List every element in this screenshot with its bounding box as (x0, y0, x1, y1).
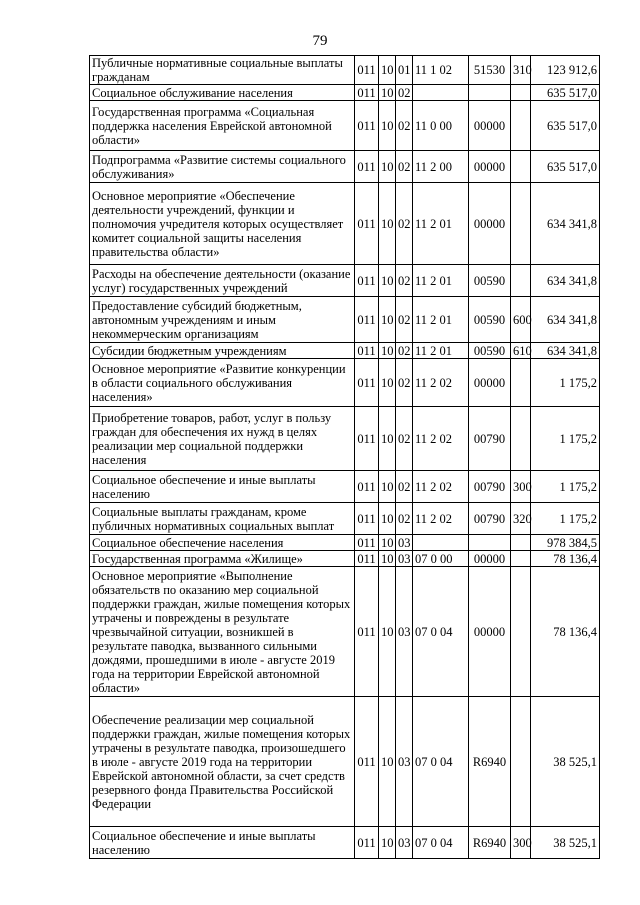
subsection-code: 02 (396, 359, 413, 407)
program-code: 07 0 04 (413, 567, 469, 697)
admin-code: 011 (355, 697, 379, 827)
amount: 634 341,8 (531, 343, 600, 359)
budget-line-name: Обеспечение реализации мер социальной поддержки граждан, жилые помещения которых утрачены в результате паводка, произошедшего в июле - августе 2019 года на территории Еврейской автономной области, за счет средств резервного фонда Правительства Российской Федерации (90, 697, 355, 827)
expense-type-code (511, 697, 531, 827)
subsection-code: 03 (396, 551, 413, 567)
section-code: 10 (379, 297, 396, 343)
program-code: 11 2 01 (413, 297, 469, 343)
admin-code: 011 (355, 183, 379, 265)
expense-type-code (511, 183, 531, 265)
table-row (90, 101, 600, 151)
budget-line-name: Публичные нормативные социальные выплаты гражданам (90, 56, 355, 85)
budget-line-name: Расходы на обеспечение деятельности (оказание услуг) государственных учреждений (90, 265, 355, 297)
admin-code: 011 (355, 535, 379, 551)
expense-type-code (511, 265, 531, 297)
admin-code: 011 (355, 297, 379, 343)
amount: 38 525,1 (531, 697, 600, 827)
subsection-code: 03 (396, 827, 413, 859)
section-code: 10 (379, 827, 396, 859)
amount: 635 517,0 (531, 85, 600, 101)
section-code: 10 (379, 535, 396, 551)
expense-type-code: 300 (511, 827, 531, 859)
direction-code: R6940 (469, 697, 511, 827)
budget-line-name: Социальное обслуживание населения (90, 85, 355, 101)
direction-code (469, 85, 511, 101)
expense-type-code (511, 535, 531, 551)
subsection-code: 02 (396, 101, 413, 151)
budget-line-name: Социальное обеспечение и иные выплаты населению (90, 827, 355, 859)
subsection-code: 03 (396, 567, 413, 697)
table-row (90, 567, 600, 697)
expense-type-code (511, 151, 531, 183)
program-code (413, 85, 469, 101)
table-row (90, 265, 600, 297)
expense-type-code (511, 359, 531, 407)
table-row (90, 359, 600, 407)
admin-code: 011 (355, 827, 379, 859)
budget-line-name: Основное мероприятие «Развитие конкуренции в области социального обслуживания населения» (90, 359, 355, 407)
budget-line-name: Основное мероприятие «Выполнение обязательств по оказанию мер социальной поддержки граждан, жилые помещения которых утрачены и повреждены в результате чрезвычайной ситуации, возникшей в результате паводка, вызванного сильными дождями, прошедшими в июле - августе 2019 года на территории Еврейской автономной области» (90, 567, 355, 697)
program-code: 07 0 04 (413, 827, 469, 859)
amount: 1 175,2 (531, 359, 600, 407)
direction-code: 00590 (469, 297, 511, 343)
amount: 1 175,2 (531, 407, 600, 471)
direction-code: 00000 (469, 359, 511, 407)
budget-line-name: Социальное обеспечение населения (90, 535, 355, 551)
table-row (90, 183, 600, 265)
section-code: 10 (379, 567, 396, 697)
direction-code: 00000 (469, 567, 511, 697)
table-row (90, 471, 600, 503)
section-code: 10 (379, 101, 396, 151)
amount: 635 517,0 (531, 101, 600, 151)
table-row (90, 697, 600, 827)
direction-code: 00000 (469, 151, 511, 183)
section-code: 10 (379, 151, 396, 183)
section-code: 10 (379, 183, 396, 265)
table-row (90, 343, 600, 359)
expense-type-code: 310 (511, 56, 531, 85)
expense-type-code (511, 101, 531, 151)
admin-code: 011 (355, 551, 379, 567)
admin-code: 011 (355, 56, 379, 85)
admin-code: 011 (355, 101, 379, 151)
direction-code: 00790 (469, 503, 511, 535)
direction-code: 00000 (469, 183, 511, 265)
subsection-code: 02 (396, 407, 413, 471)
program-code: 07 0 04 (413, 697, 469, 827)
program-code: 11 2 00 (413, 151, 469, 183)
budget-line-name: Подпрограмма «Развитие системы социального обслуживания» (90, 151, 355, 183)
section-code: 10 (379, 503, 396, 535)
section-code: 10 (379, 85, 396, 101)
admin-code: 011 (355, 265, 379, 297)
section-code: 10 (379, 551, 396, 567)
admin-code: 011 (355, 407, 379, 471)
expense-type-code: 600 (511, 297, 531, 343)
program-code: 11 2 02 (413, 407, 469, 471)
admin-code: 011 (355, 471, 379, 503)
expense-type-code: 300 (511, 471, 531, 503)
budget-line-name: Государственная программа «Жилище» (90, 551, 355, 567)
amount: 978 384,5 (531, 535, 600, 551)
program-code: 11 0 00 (413, 101, 469, 151)
subsection-code: 02 (396, 297, 413, 343)
expense-type-code (511, 567, 531, 697)
direction-code: 00000 (469, 101, 511, 151)
program-code (413, 535, 469, 551)
budget-line-name: Основное мероприятие «Обеспечение деятельности учреждений, функции и полномочия учредителя которых осуществляет комитет социальной защиты населения правительства области» (90, 183, 355, 265)
direction-code: 00590 (469, 265, 511, 297)
program-code: 11 2 01 (413, 183, 469, 265)
table-row (90, 827, 600, 859)
expense-type-code: 320 (511, 503, 531, 535)
direction-code: 00790 (469, 407, 511, 471)
budget-line-name: Приобретение товаров, работ, услуг в пользу граждан для обеспечения их нужд в целях реализации мер социальной поддержки населения (90, 407, 355, 471)
section-code: 10 (379, 265, 396, 297)
subsection-code: 02 (396, 471, 413, 503)
table-row (90, 151, 600, 183)
expense-type-code (511, 85, 531, 101)
amount: 78 136,4 (531, 567, 600, 697)
amount: 38 525,1 (531, 827, 600, 859)
budget-line-name: Государственная программа «Социальная поддержка населения Еврейской автономной области» (90, 101, 355, 151)
subsection-code: 02 (396, 183, 413, 265)
section-code: 10 (379, 697, 396, 827)
admin-code: 011 (355, 343, 379, 359)
program-code: 11 2 01 (413, 343, 469, 359)
admin-code: 011 (355, 567, 379, 697)
expense-type-code (511, 551, 531, 567)
table-row (90, 56, 600, 85)
amount: 1 175,2 (531, 471, 600, 503)
program-code: 11 1 02 (413, 56, 469, 85)
subsection-code: 01 (396, 56, 413, 85)
table-row (90, 551, 600, 567)
budget-line-name: Социальные выплаты гражданам, кроме публичных нормативных социальных выплат (90, 503, 355, 535)
subsection-code: 02 (396, 85, 413, 101)
table-row (90, 85, 600, 101)
admin-code: 011 (355, 503, 379, 535)
budget-line-name: Социальное обеспечение и иные выплаты населению (90, 471, 355, 503)
section-code: 10 (379, 56, 396, 85)
table-row (90, 407, 600, 471)
subsection-code: 02 (396, 151, 413, 183)
amount: 78 136,4 (531, 551, 600, 567)
subsection-code: 02 (396, 265, 413, 297)
amount: 634 341,8 (531, 183, 600, 265)
budget-table (89, 55, 600, 859)
table-row (90, 297, 600, 343)
section-code: 10 (379, 343, 396, 359)
expense-type-code: 610 (511, 343, 531, 359)
direction-code: 00000 (469, 551, 511, 567)
table-row (90, 535, 600, 551)
amount: 1 175,2 (531, 503, 600, 535)
subsection-code: 03 (396, 697, 413, 827)
page-number: 79 (312, 33, 328, 49)
direction-code: 51530 (469, 56, 511, 85)
direction-code (469, 535, 511, 551)
direction-code: 00790 (469, 471, 511, 503)
budget-line-name: Субсидии бюджетным учреждениям (90, 343, 355, 359)
amount: 635 517,0 (531, 151, 600, 183)
section-code: 10 (379, 359, 396, 407)
amount: 634 341,8 (531, 297, 600, 343)
expense-type-code (511, 407, 531, 471)
program-code: 11 2 02 (413, 359, 469, 407)
amount: 123 912,6 (531, 56, 600, 85)
section-code: 10 (379, 407, 396, 471)
direction-code: 00590 (469, 343, 511, 359)
program-code: 07 0 00 (413, 551, 469, 567)
subsection-code: 02 (396, 343, 413, 359)
amount: 634 341,8 (531, 265, 600, 297)
section-code: 10 (379, 471, 396, 503)
subsection-code: 03 (396, 535, 413, 551)
program-code: 11 2 02 (413, 503, 469, 535)
table-row (90, 503, 600, 535)
admin-code: 011 (355, 85, 379, 101)
admin-code: 011 (355, 151, 379, 183)
admin-code: 011 (355, 359, 379, 407)
direction-code: R6940 (469, 827, 511, 859)
budget-line-name: Предоставление субсидий бюджетным, автономным учреждениям и иным некоммерческим организациям (90, 297, 355, 343)
program-code: 11 2 02 (413, 471, 469, 503)
subsection-code: 02 (396, 503, 413, 535)
program-code: 11 2 01 (413, 265, 469, 297)
